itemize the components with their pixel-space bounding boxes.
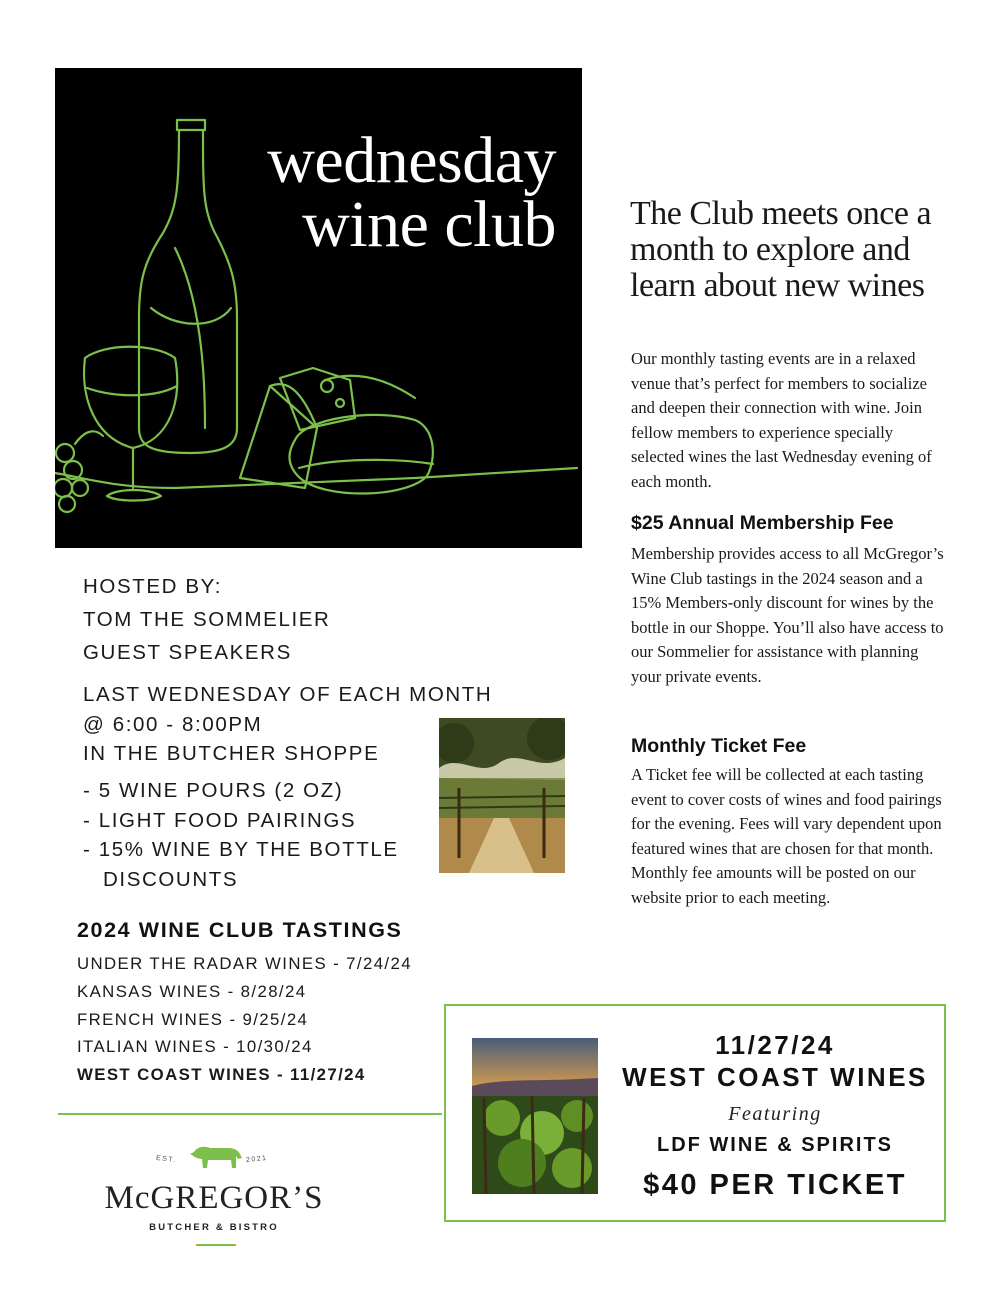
logo-year: 2021: [245, 1154, 268, 1165]
featured-event-box: [444, 1004, 946, 1222]
vineyard-photo: [439, 718, 565, 873]
logo-subtitle: BUTCHER & BISTRO: [149, 1222, 279, 1233]
host-item: GUEST SPEAKERS: [83, 641, 292, 664]
tasting-item: KANSAS WINES - 8/28/24: [77, 981, 307, 1001]
bull-icon: [188, 1142, 244, 1172]
hero-title-line-2: wine club: [302, 188, 556, 261]
tasting-item: UNDER THE RADAR WINES - 7/24/24: [77, 954, 412, 973]
schedule-line: LAST WEDNESDAY OF EACH MONTH: [83, 683, 493, 706]
hosted-by-block: [83, 570, 330, 669]
tastings-list: [77, 950, 412, 1089]
hero-banner: [55, 68, 582, 548]
membership-fee-heading: $25 Annual Membership Fee: [631, 512, 894, 534]
perk-item: - 5 WINE POURS (2 OZ): [83, 779, 344, 802]
tagline: The Club meets once a month to explore and learn about new wines: [630, 195, 932, 304]
divider: [58, 1113, 442, 1115]
membership-fee-paragraph: Membership provides access to all McGregor’s Wine Club tastings in the 2024 season and a 15% Members-only discount for wines by the bottle in our Shoppe. You’ll also have access to our Sommelier for assistance with planning your private events.: [631, 544, 944, 686]
schedule-block: [83, 680, 492, 769]
ticket-fee-heading: Monthly Ticket Fee: [631, 735, 807, 757]
tasting-item-featured: WEST COAST WINES - 11/27/24: [77, 1065, 366, 1085]
logo-name: McGREGOR’S: [104, 1180, 324, 1216]
mcgregors-logo: [88, 1140, 340, 1250]
perk-item: - LIGHT FOOD PAIRINGS: [83, 808, 357, 832]
tastings-heading: 2024 WINE CLUB TASTINGS: [77, 918, 403, 942]
intro-paragraph: Our monthly tasting events are in a relaxed venue that’s perfect for members to socialize and deepen their connection with wine. Join fellow members to experience specially selected wines the last Wednesday evening of each month.: [631, 349, 932, 491]
schedule-line: @ 6:00 - 8:00PM: [83, 712, 263, 736]
logo-underline: [196, 1244, 236, 1246]
schedule-line: IN THE BUTCHER SHOPPE: [83, 742, 380, 765]
ticket-fee-paragraph: A Ticket fee will be collected at each tasting event to cover costs of wines and food pairings for the evening. Fees will vary dependent upon featured wines that are chosen for that month. Monthly fee amounts will be posted on our website prior to each meeting.: [631, 765, 942, 907]
perks-list: [83, 776, 443, 894]
tasting-item: ITALIAN WINES - 10/30/24: [77, 1037, 313, 1057]
host-item: TOM THE SOMMELIER: [83, 608, 331, 631]
logo-est: EST.: [155, 1154, 178, 1165]
ticket-price: $40 PER TICKET: [643, 1169, 907, 1201]
featured-date: 11/27/24: [715, 1030, 835, 1060]
tasting-item: FRENCH WINES - 9/25/24: [77, 1009, 309, 1029]
hero-title-line-1: wednesday: [267, 124, 556, 197]
featured-host: LDF WINE & SPIRITS: [657, 1134, 893, 1156]
perk-item: - 15% WINE BY THE BOTTLE DISCOUNTS: [83, 838, 399, 891]
vineyard-sunset-photo: [472, 1038, 598, 1194]
featured-title: WEST COAST WINES: [622, 1062, 928, 1092]
featuring-label: Featuring: [728, 1103, 822, 1125]
hosted-by-label: HOSTED BY:: [83, 575, 223, 598]
